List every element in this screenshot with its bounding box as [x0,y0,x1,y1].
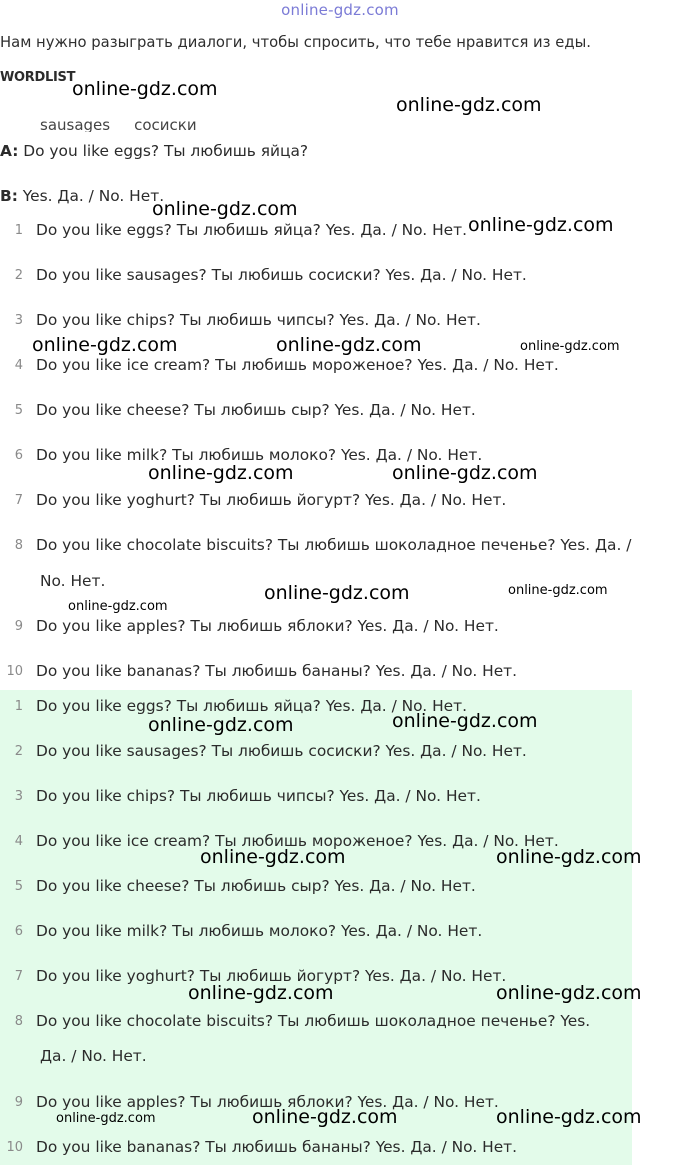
speaker-b: B: [0,187,18,205]
watermark: online-gdz.com [56,1111,156,1126]
item-text: Do you like chocolate biscuits? Ты любишь шоколадное печенье? Yes. Да. / [36,536,632,554]
site-header[interactable]: online-gdz.com [281,1,399,19]
item-text-continuation: Да. / No. Нет. [40,1047,147,1065]
watermark: online-gdz.com [32,334,178,356]
item-number: 7 [14,493,23,508]
item-text: Do you like cheese? Ты любишь сыр? Yes. Да. / No. Нет. [36,401,476,419]
item-number: 3 [14,313,23,328]
watermark: online-gdz.com [496,846,642,868]
watermark: online-gdz.com [496,982,642,1004]
item-text: Do you like bananas? Ты любишь бананы? Yes. Да. / No. Нет. [36,1138,518,1156]
item-number: 1 [14,223,23,238]
wordlist-word: sausages [40,116,111,132]
item-text: Do you like apples? Ты любишь яблоки? Yes. Да. / No. Нет. [36,617,499,635]
item-text: Do you like apples? Ты любишь яблоки? Yes. Да. / No. Нет. [36,1093,499,1111]
item-number: 7 [14,969,23,984]
watermark: online-gdz.com [520,339,620,354]
watermark: online-gdz.com [200,846,346,868]
wordlist-word: сосиски [134,116,197,132]
item-number: 8 [14,1014,23,1029]
item-text: Do you like chips? Ты любишь чипсы? Yes. Да. / No. Нет. [36,787,481,805]
watermark: online-gdz.com [392,710,538,732]
example-line-b [0,187,164,205]
task-instruction: Нам нужно разыграть диалоги, чтобы спросить, что тебе нравится из еды. [0,34,591,51]
item-text: Do you like ice cream? Ты любишь мороженое? Yes. Да. / No. Нет. [36,832,559,850]
item-number: 5 [14,403,23,418]
watermark: online-gdz.com [496,1106,642,1128]
item-number: 6 [14,448,23,463]
item-number: 9 [14,1095,23,1110]
item-number: 1 [14,699,23,714]
wordlist-words [40,116,197,132]
example-a-text: Do you like eggs? Ты любишь яйца? [23,142,309,160]
watermark: online-gdz.com [396,94,542,116]
item-text: Do you like chocolate biscuits? Ты любишь шоколадное печенье? Yes. [36,1012,591,1030]
item-text: Do you like ice cream? Ты любишь мороженое? Yes. Да. / No. Нет. [36,356,559,374]
watermark: online-gdz.com [152,198,298,220]
item-number: 5 [14,879,23,894]
watermark: online-gdz.com [68,599,168,614]
watermark: online-gdz.com [264,582,410,604]
item-text: Do you like milk? Ты любишь молоко? Yes. Да. / No. Нет. [36,446,483,464]
example-line-a [0,142,308,160]
item-number: 6 [14,924,23,939]
item-text: Do you like eggs? Ты любишь яйца? Yes. Да. / No. Нет. [36,221,467,239]
item-number: 2 [14,744,23,759]
speaker-a: A: [0,142,19,160]
item-text: Do you like sausages? Ты любишь сосиски? Yes. Да. / No. Нет. [36,266,527,284]
item-text: Do you like yoghurt? Ты любишь йогурт? Yes. Да. / No. Нет. [36,967,507,985]
item-number: 10 [6,1140,23,1155]
watermark: online-gdz.com [148,714,294,736]
watermark: online-gdz.com [148,462,294,484]
watermark: online-gdz.com [72,78,218,100]
item-text: Do you like yoghurt? Ты любишь йогурт? Yes. Да. / No. Нет. [36,491,507,509]
item-number: 4 [14,834,23,849]
item-text-continuation: No. Нет. [40,572,106,590]
item-number: 3 [14,789,23,804]
example-b-text: Yes. Да. / No. Нет. [22,187,165,205]
item-number: 9 [14,619,23,634]
item-number: 10 [6,664,23,679]
item-text: Do you like milk? Ты любишь молоко? Yes. Да. / No. Нет. [36,922,483,940]
watermark: online-gdz.com [252,1106,398,1128]
watermark: online-gdz.com [188,982,334,1004]
item-text: Do you like chips? Ты любишь чипсы? Yes. Да. / No. Нет. [36,311,481,329]
item-number: 8 [14,538,23,553]
item-number: 2 [14,268,23,283]
item-text: Do you like cheese? Ты любишь сыр? Yes. Да. / No. Нет. [36,877,476,895]
item-text: Do you like bananas? Ты любишь бананы? Yes. Да. / No. Нет. [36,662,518,680]
item-number: 4 [14,358,23,373]
wordlist-heading: WORDLIST [0,70,76,85]
watermark: online-gdz.com [276,334,422,356]
item-text: Do you like eggs? Ты любишь яйца? Yes. Да. / No. Нет. [36,697,467,715]
watermark: online-gdz.com [392,462,538,484]
item-text: Do you like sausages? Ты любишь сосиски? Yes. Да. / No. Нет. [36,742,527,760]
watermark: online-gdz.com [468,214,614,236]
watermark: online-gdz.com [508,583,608,598]
